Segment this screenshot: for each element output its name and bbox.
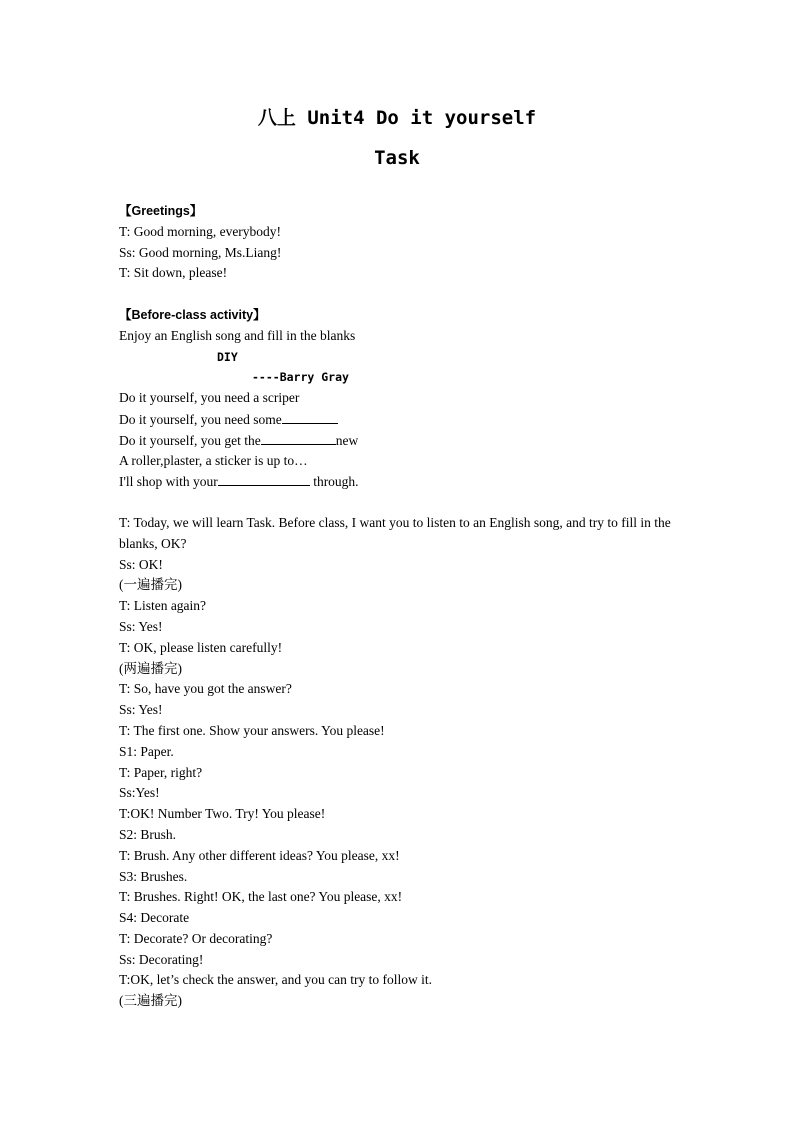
dialogue-line: T:OK, let’s check the answer, and you can try to follow it. — [119, 972, 432, 988]
lyric-text: new — [335, 432, 359, 448]
dialogue-line: S2: Brush. — [119, 826, 177, 842]
dialogue-note: (两遍播完) — [119, 660, 182, 676]
section-heading-before-class: 【Before-class activity】 — [119, 307, 266, 322]
lyric-text: Do it yourself, you need some — [119, 411, 282, 427]
spacer — [119, 492, 679, 513]
dialogue-line: Ss: Yes! — [119, 618, 163, 634]
lyric-line: A roller,plaster, a sticker is up to… — [119, 452, 308, 468]
dialogue-note: (一遍播完) — [119, 577, 182, 593]
dialogue-line: T: Brushes. Right! OK, the last one? You please, xx! — [119, 889, 403, 905]
dialogue-line: T: OK, please listen carefully! — [119, 639, 283, 655]
dialogue-note: (三遍播完) — [119, 993, 182, 1009]
fill-in-blank — [261, 430, 336, 445]
spacer — [119, 284, 679, 305]
dialogue-line: T:OK! Number Two. Try! You please! — [119, 806, 326, 822]
dialogue-line: Ss: Decorating! — [119, 951, 204, 967]
dialogue-line: T: Listen again? — [119, 598, 207, 614]
dialogue-line: Ss: OK! — [119, 556, 163, 572]
lyric-line: Do it yourself, you need a scriper — [119, 390, 300, 406]
greeting-line: Ss: Good morning, Ms.Liang! — [119, 244, 282, 260]
document-body — [119, 201, 679, 1012]
dialogue-line: S4: Decorate — [119, 910, 190, 926]
dialogue-line: S3: Brushes. — [119, 868, 188, 884]
dialogue-line: Ss: Yes! — [119, 702, 163, 718]
dialogue-line: Ss:Yes! — [119, 785, 160, 801]
lyric-text: Do it yourself, you get the — [119, 432, 261, 448]
document-title: 八上 Unit4 Do it yourself — [257, 107, 537, 129]
dialogue-line: T: The first one. Show your answers. You please! — [119, 722, 385, 738]
dialogue-line: T: Paper, right? — [119, 764, 203, 780]
dialogue-intro: T: Today, we will learn Task. Before class, I want you to listen to an English song, and try to fill in the blanks, OK? — [119, 514, 671, 551]
lyric-line — [119, 409, 679, 430]
section-heading-greetings: 【Greetings】 — [119, 204, 203, 218]
greeting-line: T: Good morning, everybody! — [119, 223, 282, 239]
lyric-text: I'll shop with your — [119, 474, 218, 490]
fill-in-blank — [282, 409, 338, 424]
dialogue-line: S1: Paper. — [119, 743, 174, 759]
lyric-line — [119, 471, 679, 492]
greeting-line: T: Sit down, please! — [119, 265, 228, 281]
lyric-line — [119, 430, 679, 451]
activity-instruction: Enjoy an English song and fill in the blanks — [119, 327, 356, 343]
fill-in-blank — [218, 471, 310, 486]
lyric-text: through. — [309, 474, 359, 490]
dialogue-line: T: So, have you got the answer? — [119, 681, 292, 697]
document-subtitle: Task — [374, 147, 420, 169]
dialogue-line: T: Decorate? Or decorating? — [119, 930, 273, 946]
dialogue-line: T: Brush. Any other different ideas? You please, xx! — [119, 847, 400, 863]
song-author: ----Barry Gray — [252, 370, 349, 385]
song-title: DIY — [217, 349, 238, 364]
